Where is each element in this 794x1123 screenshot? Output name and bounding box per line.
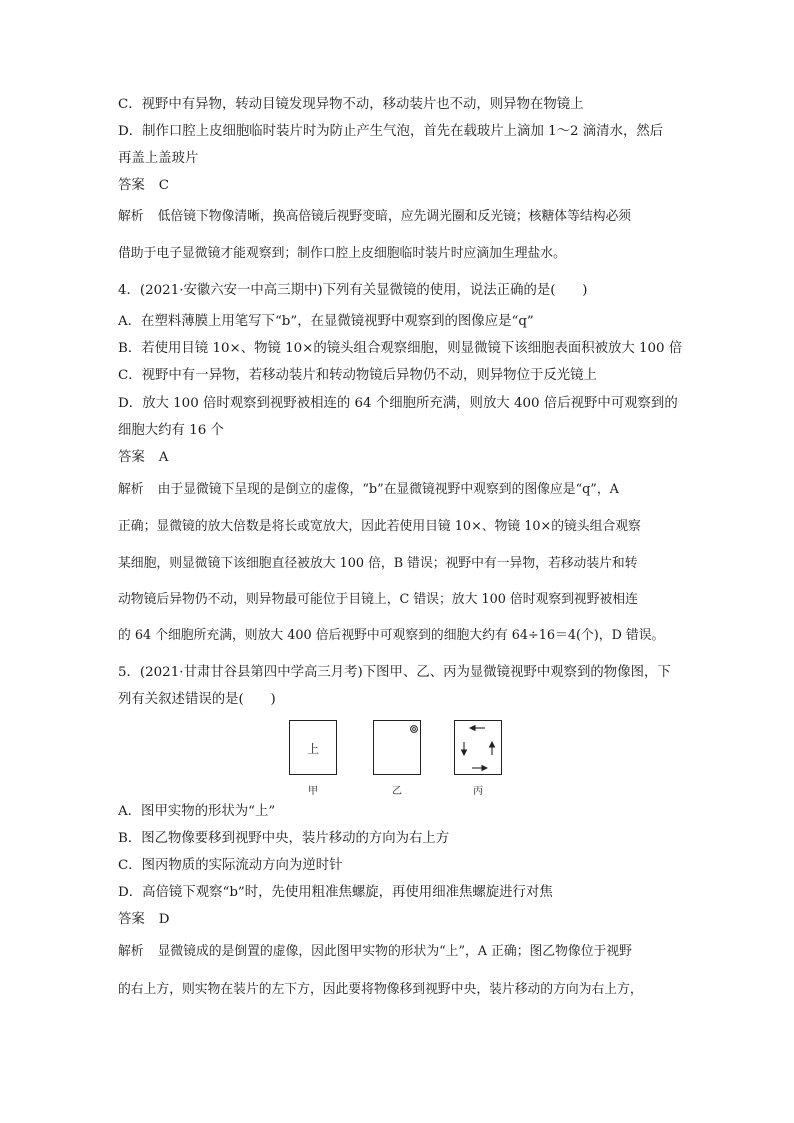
explanation-text: 由于显微镜下呈现的是倒立的虚像，“b”在显微镜视野中观察到的图像应是“q”，A <box>157 482 619 497</box>
q4-explanation-line3: 某细胞，则显微镜下该细胞直径被放大 100 倍，B 错误；视野中有一异物，若移动装片和转 <box>118 556 638 571</box>
q3-answer <box>118 177 169 195</box>
q4-stem: 4．(2021·安徽六安一中高三期中)下列有关显微镜的使用，说法正确的是( ) <box>118 283 588 298</box>
q3-explanation-line1 <box>118 208 631 226</box>
q5-explanation-line1 <box>118 943 632 961</box>
explanation-label: 解析 <box>118 944 144 959</box>
q4-option-b: B．若使用目镜 10×、物镜 10×的镜头组合观察细胞，则显微镜下该细胞表面积被放大 100 倍 <box>118 341 683 356</box>
q4-explanation-line5: 的 64 个细胞所充满，则放大 400 倍后视野中可观察到的细胞大约有 64÷16＝4(个)，D 错误。 <box>118 628 665 643</box>
q4-explanation-line1 <box>118 481 619 499</box>
view-bing-label: 丙 <box>473 786 483 797</box>
spiral-object-icon <box>374 721 420 774</box>
flow-arrows-icon <box>455 721 501 774</box>
q5-option-a: A．图甲实物的形状为“上” <box>118 804 276 819</box>
q4-option-c: C．视野中有一异物，若移动装片和转动物镜后异物仍不动，则异物位于反光镜上 <box>118 368 597 383</box>
microscope-views-figure <box>287 720 507 800</box>
q4-option-d-line1: D．放大 100 倍时观察到视野被相连的 64 个细胞所充满，则放大 400 倍后视野中可观察到的 <box>118 396 678 411</box>
q5-explanation-line2: 的右上方，则实物在装片的左下方，因此要将物像移到视野中央，装片移动的方向为右上方， <box>118 982 643 997</box>
q5-stem-line1: 5．(2021·甘肃甘谷县第四中学高三月考)下图甲、乙、丙为显微镜视野中观察到的物像图，下 <box>118 665 671 680</box>
answer-label: 答案 <box>118 450 145 465</box>
view-yi-label: 乙 <box>392 786 402 797</box>
q5-option-c: C．图丙物质的实际流动方向为逆时针 <box>118 858 343 873</box>
answer-label: 答案 <box>118 178 145 193</box>
q4-answer <box>118 449 168 467</box>
q3-explanation-line2: 借助于电子显微镜才能观察到；制作口腔上皮细胞临时装片时应滴加生理盐水。 <box>118 246 566 261</box>
view-jia-box <box>289 720 337 775</box>
q5-option-b: B．图乙物像要移到视野中央，装片移动的方向为右上方 <box>118 831 450 846</box>
q5-stem-line2: 列有关叙述错误的是( ) <box>118 692 276 707</box>
answer-value: A <box>158 450 169 465</box>
answer-value: C <box>158 178 170 193</box>
q3-option-d-line1: D．制作口腔上皮细胞临时装片时为防止产生气泡，首先在载玻片上滴加 1～2 滴清水，然后 <box>118 124 664 139</box>
view-yi-box <box>373 720 421 775</box>
q4-option-a: A．在塑料薄膜上用笔写下“b”，在显微镜视野中观察到的图像应是“q” <box>118 314 534 329</box>
view-jia-label: 甲 <box>308 786 318 797</box>
q5-option-d: D．高倍镜下观察“b”时，先使用粗准焦螺旋，再使用细准焦螺旋进行对焦 <box>118 885 553 900</box>
q4-explanation-line4: 动物镜后异物仍不动，则异物最可能位于目镜上，C 错误；放大 100 倍时观察到视野被相连 <box>118 592 638 607</box>
view-bing-box <box>454 720 502 775</box>
answer-label: 答案 <box>118 912 145 927</box>
q4-option-d-line2: 细胞大约有 16 个 <box>118 423 224 438</box>
explanation-label: 解析 <box>118 209 144 224</box>
explanation-label: 解析 <box>118 482 144 497</box>
explanation-text: 显微镜成的是倒置的虚像，因此图甲实物的形状为“上”，A 正确；图乙物像位于视野 <box>157 944 632 959</box>
q4-explanation-line2: 正确；显微镜的放大倍数是将长或宽放大，因此若使用目镜 10×、物镜 10×的镜头组合观察 <box>118 519 641 534</box>
answer-value: D <box>158 912 170 927</box>
q3-option-c: C．视野中有异物，转动目镜发现异物不动，移动装片也不动，则异物在物镜上 <box>118 97 584 112</box>
view-jia-character: 上 <box>306 742 319 756</box>
explanation-text: 低倍镜下物像清晰，换高倍镜后视野变暗，应先调光圈和反光镜；核糖体等结构必须 <box>157 209 632 224</box>
q3-option-d-line2: 再盖上盖玻片 <box>118 151 199 166</box>
q5-answer <box>118 911 170 929</box>
